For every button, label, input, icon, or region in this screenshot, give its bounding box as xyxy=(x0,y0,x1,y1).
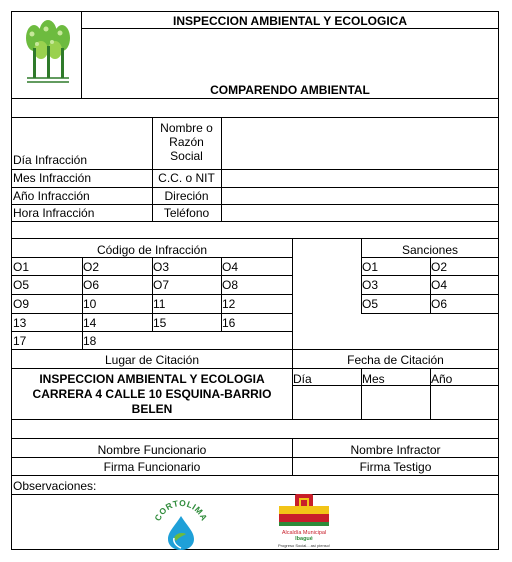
infraction-code-cell: O1 xyxy=(13,260,30,274)
infraction-code-cell: 16 xyxy=(222,316,236,330)
cortolima-logo xyxy=(152,500,210,550)
divider xyxy=(12,494,499,495)
infraction-code-cell: O5 xyxy=(13,278,30,292)
infraction-code-cell: O4 xyxy=(222,260,239,274)
form-title: INSPECCION AMBIENTAL Y ECOLOGICA xyxy=(172,14,408,28)
sanctions-title: Sanciones xyxy=(401,243,459,257)
infraction-code-cell: O6 xyxy=(83,278,100,292)
citation-place-label: Lugar de Citación xyxy=(104,353,200,367)
citation-year-label: Año xyxy=(431,372,453,386)
infraction-day-label: Día Infracción xyxy=(13,153,88,167)
divider xyxy=(81,28,499,29)
infraction-code-cell: 14 xyxy=(83,316,97,330)
officer-name-label: Nombre Funcionario xyxy=(97,443,207,457)
infraction-code-cell: O8 xyxy=(222,278,239,292)
officer-signature-label: Firma Funcionario xyxy=(103,460,201,474)
id-label: C.C. o NIT xyxy=(158,171,215,185)
divider xyxy=(12,419,499,420)
infraction-month-label: Mes Infracción xyxy=(13,171,92,185)
infraction-code-cell: 13 xyxy=(13,316,27,330)
citation-date-label: Fecha de Citación xyxy=(347,353,444,367)
divider xyxy=(12,204,499,205)
divider xyxy=(12,475,499,476)
infraction-code-cell: 18 xyxy=(83,334,97,348)
address-label: Direción xyxy=(164,189,209,203)
sanction-code-cell: O6 xyxy=(431,297,448,311)
phone-label: Teléfono xyxy=(163,206,210,220)
divider xyxy=(12,331,292,332)
divider xyxy=(12,187,499,188)
citation-day-label: Día xyxy=(293,372,312,386)
sanction-code-cell: O3 xyxy=(362,278,379,292)
observations-label: Observaciones: xyxy=(13,479,97,493)
infraction-code-cell: 12 xyxy=(222,297,236,311)
divider xyxy=(12,169,499,170)
infraction-code-cell: 17 xyxy=(13,334,27,348)
divider xyxy=(12,438,499,439)
name-label: Social xyxy=(170,149,203,163)
divider xyxy=(292,385,499,386)
citation-place-line: CARRERA 4 CALLE 10 ESQUINA-BARRIO xyxy=(32,387,272,401)
divider xyxy=(12,349,499,350)
divider xyxy=(221,117,222,221)
alcaldia-line2: Ibagué xyxy=(295,536,313,542)
witness-signature-label: Firma Testigo xyxy=(359,460,432,474)
infraction-code-cell: O9 xyxy=(13,297,30,311)
cortolima-text: CORTOLIMA xyxy=(152,500,210,523)
sanction-code-cell: O1 xyxy=(362,260,379,274)
infraction-code-cell: O3 xyxy=(153,260,170,274)
infraction-code-cell: 10 xyxy=(83,297,97,311)
citation-place-line: BELEN xyxy=(131,402,173,416)
infraction-code-cell: 11 xyxy=(153,297,166,311)
divider xyxy=(361,238,499,239)
name-label: Razón xyxy=(169,135,204,149)
divider xyxy=(361,313,499,314)
offender-name-label: Nombre Infractor xyxy=(350,443,441,457)
divider xyxy=(12,368,499,369)
infraction-code-cell: O7 xyxy=(153,278,170,292)
divider xyxy=(12,98,499,99)
divider xyxy=(12,117,499,118)
infraction-hour-label: Hora Infracción xyxy=(13,206,95,220)
sanction-code-cell: O5 xyxy=(362,297,379,311)
alcaldia-line1: Alcaldía Municipal xyxy=(281,530,327,536)
divider xyxy=(12,221,499,222)
infraction-code-cell: O2 xyxy=(83,260,100,274)
comparendo-form xyxy=(11,11,499,550)
alcaldia-motto: Progreso Social... así pienso! xyxy=(277,543,331,548)
codes-title: Código de Infracción xyxy=(96,243,208,257)
divider xyxy=(292,238,293,349)
name-label: Nombre o xyxy=(160,121,213,135)
forest-logo xyxy=(24,20,72,86)
citation-place-line: INSPECCION AMBIENTAL Y ECOLOGIA xyxy=(39,372,265,386)
infraction-year-label: Año Infracción xyxy=(13,189,90,203)
sanction-code-cell: O4 xyxy=(431,278,448,292)
infraction-code-cell: 15 xyxy=(153,316,167,330)
alcaldia-ibague-logo xyxy=(275,492,333,550)
citation-month-label: Mes xyxy=(362,372,385,386)
sanction-code-cell: O2 xyxy=(431,260,448,274)
divider xyxy=(12,457,499,458)
form-subtitle: COMPARENDO AMBIENTAL xyxy=(210,83,370,97)
